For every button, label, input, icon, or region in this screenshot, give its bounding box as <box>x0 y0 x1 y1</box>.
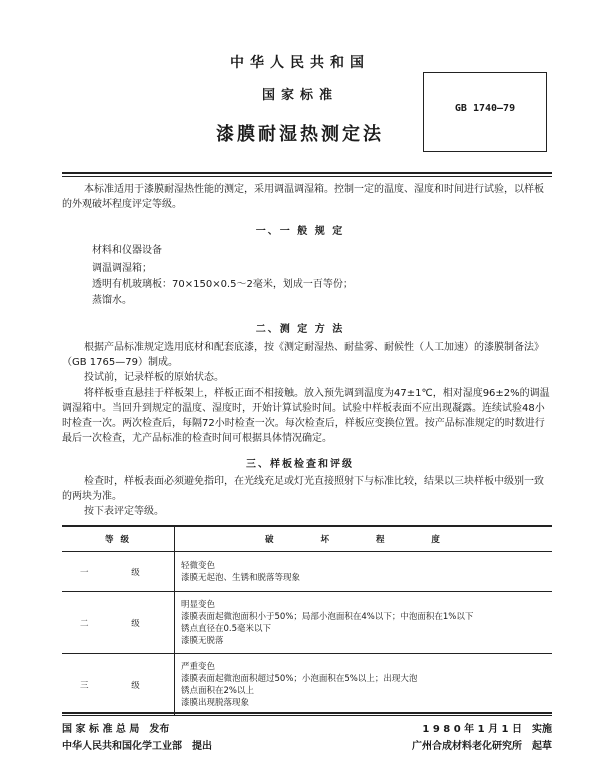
standard-code: GB 1740—79 <box>454 103 516 114</box>
top-rule-thin <box>62 176 552 177</box>
section1-line: 透明有机玻璃板：70×150×0.5～2毫米，划成一百等份； <box>92 279 353 290</box>
section3-heading: 三、样板检查和评级 <box>246 459 354 470</box>
standard-type: 国家标准 <box>261 88 338 103</box>
section2-paragraph-2: 投试前，记录样板的原始状态。 <box>84 372 224 383</box>
section1-line: 调温调湿箱； <box>92 263 152 274</box>
country-name: 中华人民共和国 <box>230 55 370 71</box>
section1-line: 蒸馏水。 <box>92 295 132 306</box>
description-line: 漆膜无起泡、生锈和脱落等现象 <box>181 572 301 583</box>
description-line: 漆膜表面起微泡面积小于50%；局部小泡面积在4%以下；中泡面积在1%以下 <box>181 611 474 622</box>
grade-description <box>175 552 553 592</box>
section2-paragraph-3: 将样板垂直悬挂于样板架上，样板正面不相接触。放入预先调到温度为47±1℃，相对湿度96±2%的调温调湿箱中。当回升到规定的温度、湿度时，开始计算试验时间。试验中样板表面不应出现凝露。连续试验48小时检查一次。两次检查后，每隔72小时检查一次。每次检查后，样板应变换位置。按产品标准规定的时数进行最后一次检查，尤产品标准的检查时间可根据具体情况确定。 <box>62 388 550 444</box>
top-rule <box>62 172 552 174</box>
section2-heading: 二、测 定 方 法 <box>255 324 345 335</box>
description-line: 漆膜表面起微泡面积超过50%；小泡面积在5%以上；出现大泡 <box>181 673 418 684</box>
table-row <box>62 654 552 716</box>
description-line: 锈点直径在0.5毫米以下 <box>181 623 272 634</box>
grade-level: 二 级 <box>62 592 175 654</box>
table-header-row <box>62 526 552 552</box>
header-damage-degree: 破 坏 程 度 <box>175 526 553 552</box>
description-line: 严重变色 <box>181 661 216 672</box>
proposer: 中华人民共和国化学工业部 提出 <box>62 741 212 752</box>
description-line: 漆膜无脱落 <box>181 635 224 646</box>
drafter: 广州合成材料老化研究所 起草 <box>412 741 552 752</box>
footer-rule <box>62 712 552 714</box>
standard-code-box <box>423 72 547 152</box>
header-grade: 等 级 <box>62 526 175 552</box>
description-line: 锈点面积在2%以上 <box>181 685 254 696</box>
grade-table <box>62 525 552 716</box>
grade-description <box>175 592 553 654</box>
section1-heading: 一、一 般 规 定 <box>255 226 345 237</box>
section3-paragraph-2: 按下表评定等级。 <box>84 506 164 517</box>
table-row <box>62 552 552 592</box>
section2-paragraph-1: 根据产品标准规定选用底材和配套底漆，按《测定耐湿热、耐盐雾、耐候性（人工加速）的漆膜制备法》（GB 1765—79）制成。 <box>62 342 544 368</box>
grade-description <box>175 654 553 716</box>
description-line: 明显变色 <box>181 599 216 610</box>
section3-paragraph-1: 检查时，样板表面必须避免指印，在光线充足或灯光直接照射下与标准比较，结果以三块样板中级别一致的两块为准。 <box>62 476 544 502</box>
table-row <box>62 592 552 654</box>
section1-line: 材料和仪器设备 <box>92 245 162 256</box>
document-title: 漆膜耐湿热测定法 <box>216 124 384 145</box>
effective-date: 1 9 8 0 年 1 月 1 日 实施 <box>422 724 552 735</box>
description-line: 轻微变色 <box>181 560 216 571</box>
issuer: 国 家 标 准 总 局 发布 <box>62 724 170 735</box>
grade-level: 一 级 <box>62 552 175 592</box>
grade-level: 三 级 <box>62 654 175 716</box>
intro-paragraph: 本标准适用于漆膜耐湿热性能的测定，采用调温调湿箱。控制一定的温度、湿度和时间进行试验，以样板的外观破坏程度评定等级。 <box>62 184 544 210</box>
description-line: 漆膜出现脱落现象 <box>181 697 250 708</box>
